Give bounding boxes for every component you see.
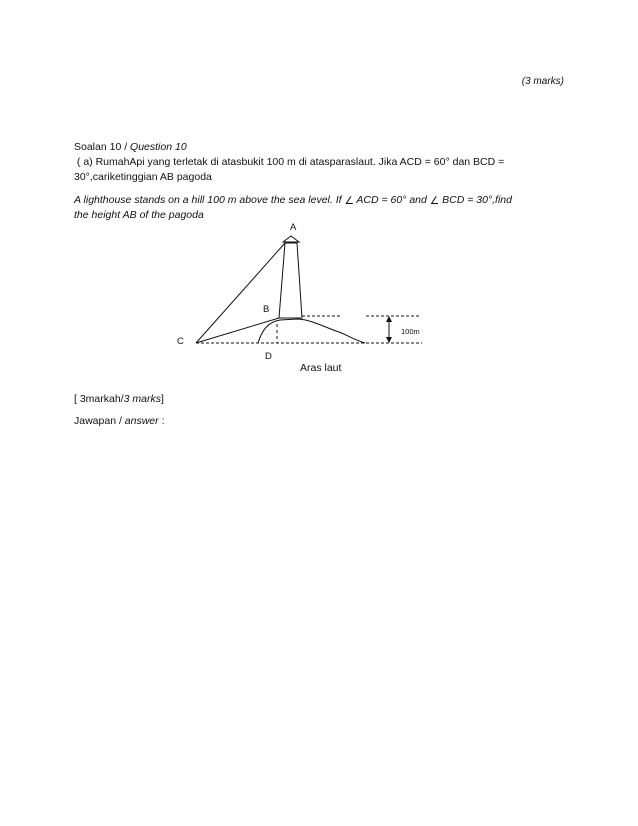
- answer-prefix: Jawapan /: [74, 415, 125, 427]
- height-arrow-top: [386, 316, 392, 322]
- question-title-prefix: Soalan 10 /: [74, 141, 131, 153]
- answer-english: answer: [124, 415, 159, 427]
- height-label: 100m: [401, 327, 420, 336]
- english-part1: A lighthouse stands on a hill 100 m above the sea level. If: [74, 194, 345, 206]
- angle-symbol-2: ∠: [429, 195, 440, 207]
- height-arrow-bottom: [386, 337, 392, 343]
- marks-footer-english: 3 marks: [123, 393, 161, 405]
- lighthouse-roof: [283, 236, 299, 242]
- label-b: B: [263, 304, 270, 315]
- question-title-english: Question 10: [130, 141, 187, 153]
- question-english-line1: [74, 193, 569, 208]
- answer-label: [74, 414, 165, 429]
- english-part3: BCD = 30°,find: [439, 194, 512, 206]
- marks-footer: [74, 392, 164, 407]
- sea-level-label: Aras laut: [300, 362, 342, 374]
- question-malay-line1: ( a) RumahApi yang terletak di atasbukit 100 m di atasparaslaut. Jika ACD = 60° dan BCD =: [74, 156, 505, 168]
- question-english-text: [74, 193, 569, 223]
- marks-footer-suffix: ]: [160, 393, 164, 405]
- question-malay-text: [74, 155, 564, 185]
- english-part2: ACD = 60° and: [353, 194, 430, 206]
- marks-header: (3 marks): [521, 76, 564, 87]
- line-cb: [196, 318, 279, 343]
- question-malay-line2: 30°,cariketinggian AB pagoda: [74, 171, 212, 183]
- hill-outline: [258, 319, 365, 343]
- label-c: C: [177, 336, 184, 347]
- question-title: [74, 140, 187, 155]
- question-english-line2: the height AB of the pagoda: [74, 209, 204, 221]
- label-d: D: [265, 351, 272, 362]
- marks-footer-prefix: [ 3markah/: [74, 393, 124, 405]
- label-a: A: [290, 222, 297, 233]
- lighthouse-tower: [279, 243, 302, 318]
- line-ca: [196, 243, 285, 343]
- answer-suffix: :: [158, 415, 165, 427]
- angle-symbol-1: ∠: [344, 195, 354, 207]
